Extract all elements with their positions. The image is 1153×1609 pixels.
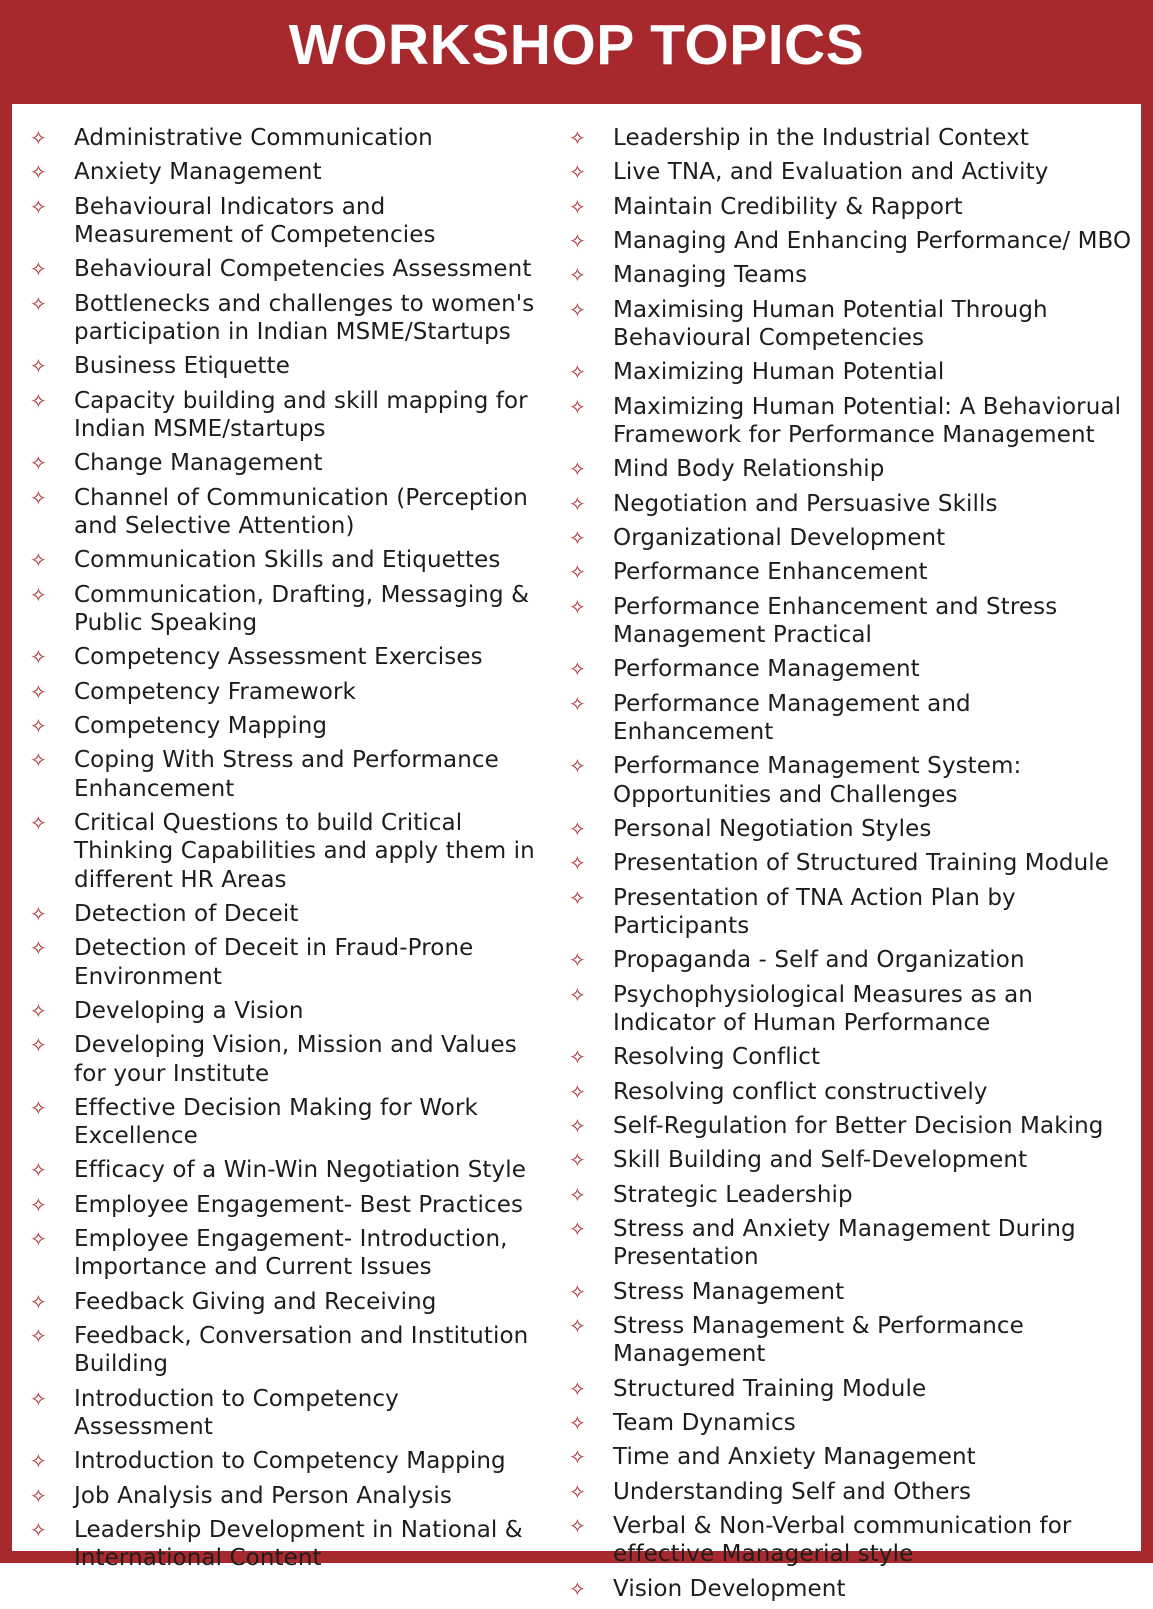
star-bullet-icon: ✧	[30, 810, 47, 835]
topic-item	[569, 158, 1134, 186]
topic-item	[569, 655, 1134, 683]
topic-label: Communication, Drafting, Messaging & Public Speaking	[74, 581, 530, 636]
topic-label: Team Dynamics	[613, 1409, 796, 1436]
topic-label: Competency Assessment Exercises	[74, 644, 483, 671]
star-bullet-icon: ✧	[30, 645, 47, 670]
star-bullet-icon: ✧	[569, 982, 586, 1007]
topic-label: Business Etiquette	[74, 353, 290, 380]
topic-label: Feedback, Conversation and Institution Building	[74, 1323, 529, 1378]
star-bullet-icon: ✧	[569, 360, 586, 385]
star-bullet-icon: ✧	[569, 160, 586, 185]
topic-label: Presentation of TNA Action Plan by Participants	[613, 884, 1016, 939]
topic-item	[30, 387, 545, 444]
topic-item	[569, 193, 1134, 221]
topic-item	[569, 261, 1134, 289]
topic-label: Stress Management & Performance Management	[613, 1313, 1024, 1368]
topic-item	[30, 712, 545, 740]
topic-label: Performance Enhancement and Stress Management Practical	[613, 593, 1058, 649]
star-bullet-icon: ✧	[30, 901, 47, 926]
topic-item	[569, 1409, 1134, 1437]
star-bullet-icon: ✧	[30, 1449, 47, 1474]
topic-item	[569, 296, 1134, 353]
star-bullet-icon: ✧	[569, 816, 586, 841]
topic-label: Managing And Enhancing Performance/ MBO	[613, 228, 1132, 255]
star-bullet-icon: ✧	[30, 257, 47, 282]
star-bullet-icon: ✧	[30, 936, 47, 961]
topic-item	[30, 1156, 545, 1184]
star-bullet-icon: ✧	[30, 160, 47, 185]
topic-label: Skill Building and Self-Development	[613, 1147, 1028, 1174]
star-bullet-icon: ✧	[30, 485, 47, 510]
topic-label: Detection of Deceit	[74, 900, 299, 927]
topic-item	[569, 1512, 1134, 1569]
topic-item	[569, 752, 1134, 809]
star-bullet-icon: ✧	[30, 291, 47, 316]
topic-item	[569, 455, 1134, 483]
topic-item	[30, 1094, 545, 1151]
topic-item	[569, 849, 1134, 877]
topic-item	[30, 193, 545, 250]
topic-label: Understanding Self and Others	[613, 1478, 972, 1505]
topic-item	[30, 1447, 545, 1475]
star-bullet-icon: ✧	[569, 1079, 586, 1104]
star-bullet-icon: ✧	[30, 1386, 47, 1411]
topic-item	[569, 593, 1134, 650]
topic-item	[30, 678, 545, 706]
topic-label: Personal Negotiation Styles	[613, 815, 932, 842]
topic-label: Strategic Leadership	[613, 1181, 853, 1208]
topic-label: Introduction to Competency Assessment	[74, 1385, 399, 1441]
star-bullet-icon: ✧	[30, 354, 47, 379]
topic-label: Mind Body Relationship	[613, 456, 885, 483]
topic-label: Employee Engagement- Introduction, Importance and Current Issues	[74, 1226, 508, 1281]
topic-item	[30, 1225, 545, 1282]
topic-item	[30, 158, 545, 186]
topic-label: Negotiation and Persuasive Skills	[613, 490, 998, 517]
topic-item	[569, 558, 1134, 586]
page-title: WORKSHOP TOPICS	[288, 13, 865, 77]
topic-label: Performance Enhancement	[613, 559, 928, 586]
star-bullet-icon: ✧	[569, 457, 586, 482]
star-bullet-icon: ✧	[569, 229, 586, 254]
star-bullet-icon: ✧	[569, 1514, 586, 1539]
header-banner	[0, 0, 1153, 104]
star-bullet-icon: ✧	[569, 594, 586, 619]
star-bullet-icon: ✧	[30, 388, 47, 413]
topic-item	[569, 1375, 1134, 1403]
topic-label: Competency Framework	[74, 678, 356, 705]
topic-item	[30, 581, 545, 638]
topic-label: Maximising Human Potential Through Behavioural Competencies	[613, 296, 1048, 352]
star-bullet-icon: ✧	[569, 194, 586, 219]
star-bullet-icon: ✧	[569, 1217, 586, 1242]
star-bullet-icon: ✧	[569, 126, 586, 150]
topic-item	[30, 643, 545, 671]
topic-label: Live TNA, and Evaluation and Activity	[613, 159, 1049, 186]
star-bullet-icon: ✧	[569, 394, 586, 419]
topic-item	[30, 1385, 545, 1442]
topic-item	[30, 1322, 545, 1379]
topic-item	[30, 290, 545, 347]
left-topic-list	[30, 124, 545, 1579]
topic-item	[569, 227, 1134, 255]
topic-item	[569, 690, 1134, 747]
topic-label: Time and Anxiety Management	[613, 1444, 976, 1471]
topic-item	[30, 900, 545, 928]
topic-label: Administrative Communication	[74, 125, 433, 151]
topic-item	[30, 449, 545, 477]
star-bullet-icon: ✧	[569, 1113, 586, 1138]
topic-label: Leadership in the Industrial Context	[613, 125, 1029, 151]
topic-item	[30, 746, 545, 803]
topic-item	[569, 884, 1134, 941]
topic-item	[30, 1288, 545, 1316]
topic-label: Effective Decision Making for Work Excellence	[74, 1094, 478, 1150]
star-bullet-icon: ✧	[30, 126, 47, 150]
topic-label: Bottlenecks and challenges to women's participation in Indian MSME/Startups	[74, 290, 535, 345]
star-bullet-icon: ✧	[30, 1095, 47, 1120]
topic-label: Change Management	[74, 450, 323, 477]
topic-label: Maximizing Human Potential: A Behaviorual Framework for Performance Management	[613, 393, 1122, 448]
topic-label: Verbal & Non-Verbal communication for effective Managerial style	[613, 1513, 1072, 1568]
topic-label: Performance Management and Enhancement	[613, 690, 971, 745]
star-bullet-icon: ✧	[569, 1479, 586, 1504]
topic-label: Introduction to Competency Mapping	[74, 1448, 506, 1475]
star-bullet-icon: ✧	[569, 948, 586, 973]
star-bullet-icon: ✧	[569, 1376, 586, 1401]
star-bullet-icon: ✧	[30, 1324, 47, 1349]
star-bullet-icon: ✧	[30, 194, 47, 219]
topic-item	[569, 946, 1134, 974]
topic-item	[30, 1516, 545, 1573]
topic-label: Resolving Conflict	[613, 1044, 821, 1071]
star-bullet-icon: ✧	[30, 548, 47, 573]
topic-item	[569, 1043, 1134, 1071]
star-bullet-icon: ✧	[30, 1483, 47, 1508]
topic-label: Psychophysiological Measures as an Indicator of Human Performance	[613, 981, 1033, 1036]
topic-item	[569, 358, 1134, 386]
topic-label: Developing a Vision	[74, 997, 304, 1024]
topic-label: Behavioural Indicators and Measurement of Competencies	[74, 193, 436, 248]
star-bullet-icon: ✧	[569, 1410, 586, 1435]
topic-item	[569, 981, 1134, 1038]
topic-item	[30, 1482, 545, 1510]
topic-item	[569, 1312, 1134, 1369]
topic-label: Propaganda - Self and Organization	[613, 947, 1025, 974]
star-bullet-icon: ✧	[569, 1445, 586, 1470]
topic-item	[30, 484, 545, 541]
star-bullet-icon: ✧	[30, 748, 47, 773]
star-bullet-icon: ✧	[569, 1182, 586, 1207]
topic-label: Capacity building and skill mapping for Indian MSME/startups	[74, 387, 528, 442]
topic-item	[569, 1575, 1134, 1603]
topic-item	[569, 815, 1134, 843]
star-bullet-icon: ✧	[569, 560, 586, 585]
topic-item	[30, 934, 545, 991]
topic-label: Self-Regulation for Better Decision Making	[613, 1112, 1104, 1139]
topic-label: Maximizing Human Potential	[613, 359, 945, 386]
topics-panel	[12, 104, 1141, 1602]
star-bullet-icon: ✧	[569, 1045, 586, 1070]
topic-label: Feedback Giving and Receiving	[74, 1288, 437, 1315]
star-bullet-icon: ✧	[30, 1192, 47, 1217]
topic-label: Job Analysis and Person Analysis	[74, 1482, 452, 1509]
topic-item	[569, 1112, 1134, 1140]
topic-item	[569, 393, 1134, 450]
star-bullet-icon: ✧	[569, 1148, 586, 1173]
topic-item	[569, 1215, 1134, 1272]
topic-label: Structured Training Module	[613, 1375, 927, 1402]
right-topic-list	[569, 124, 1134, 1609]
star-bullet-icon: ✧	[30, 451, 47, 476]
topic-item	[30, 124, 545, 152]
topic-label: Organizational Development	[613, 525, 946, 552]
topic-item	[30, 997, 545, 1025]
topic-label: Coping With Stress and Performance Enhancement	[74, 747, 499, 802]
star-bullet-icon: ✧	[569, 1576, 586, 1601]
star-bullet-icon: ✧	[30, 1289, 47, 1314]
topic-item	[569, 124, 1134, 152]
topic-item	[30, 809, 545, 894]
topic-item	[569, 1478, 1134, 1506]
topic-item	[569, 1278, 1134, 1306]
topic-item	[30, 1031, 545, 1088]
topic-label: Efficacy of a Win-Win Negotiation Style	[74, 1157, 526, 1184]
star-bullet-icon: ✧	[30, 1518, 47, 1543]
star-bullet-icon: ✧	[569, 754, 586, 779]
topic-label: Anxiety Management	[74, 159, 322, 186]
star-bullet-icon: ✧	[30, 1227, 47, 1252]
topic-item	[30, 546, 545, 574]
topic-item	[569, 1146, 1134, 1174]
topic-label: Presentation of Structured Training Module	[613, 850, 1110, 877]
topic-label: Vision Development	[613, 1575, 846, 1602]
topic-item	[569, 1443, 1134, 1471]
topic-item	[569, 524, 1134, 552]
star-bullet-icon: ✧	[569, 526, 586, 551]
star-bullet-icon: ✧	[30, 679, 47, 704]
star-bullet-icon: ✧	[569, 851, 586, 876]
topic-label: Developing Vision, Mission and Values for your Institute	[74, 1032, 517, 1087]
topic-item	[569, 1078, 1134, 1106]
star-bullet-icon: ✧	[569, 885, 586, 910]
topic-item	[569, 1181, 1134, 1209]
topic-label: Employee Engagement- Best Practices	[74, 1191, 524, 1218]
topic-label: Competency Mapping	[74, 712, 328, 739]
topic-label: Communication Skills and Etiquettes	[74, 547, 501, 574]
topic-label: Behavioural Competencies Assessment	[74, 256, 532, 283]
topic-item	[30, 255, 545, 283]
star-bullet-icon: ✧	[569, 297, 586, 322]
star-bullet-icon: ✧	[569, 691, 586, 716]
star-bullet-icon: ✧	[30, 582, 47, 607]
star-bullet-icon: ✧	[569, 1279, 586, 1304]
topic-label: Maintain Credibility & Rapport	[613, 193, 963, 220]
star-bullet-icon: ✧	[30, 1033, 47, 1058]
star-bullet-icon: ✧	[30, 713, 47, 738]
topic-label: Stress Management	[613, 1278, 845, 1305]
star-bullet-icon: ✧	[569, 263, 586, 288]
topic-item	[30, 352, 545, 380]
topic-item	[569, 490, 1134, 518]
topic-label: Channel of Communication (Perception and Selective Attention)	[74, 484, 528, 539]
topic-label: Detection of Deceit in Fraud-Prone Environment	[74, 935, 474, 990]
star-bullet-icon: ✧	[569, 657, 586, 682]
topic-label: Stress and Anxiety Management During Presentation	[613, 1216, 1076, 1271]
star-bullet-icon: ✧	[569, 491, 586, 516]
star-bullet-icon: ✧	[569, 1314, 586, 1338]
topic-label: Critical Questions to build Critical Thinking Capabilities and apply them in different HR Areas	[74, 809, 535, 893]
topic-label: Managing Teams	[613, 262, 808, 289]
star-bullet-icon: ✧	[30, 1158, 47, 1183]
topic-label: Performance Management System: Opportunities and Challenges	[613, 753, 1022, 808]
topic-label: Performance Management	[613, 656, 920, 683]
star-bullet-icon: ✧	[30, 998, 47, 1023]
topic-item	[30, 1191, 545, 1219]
topic-label: Resolving conflict constructively	[613, 1078, 988, 1105]
topic-label: Leadership Development in National & International Content	[74, 1517, 523, 1572]
